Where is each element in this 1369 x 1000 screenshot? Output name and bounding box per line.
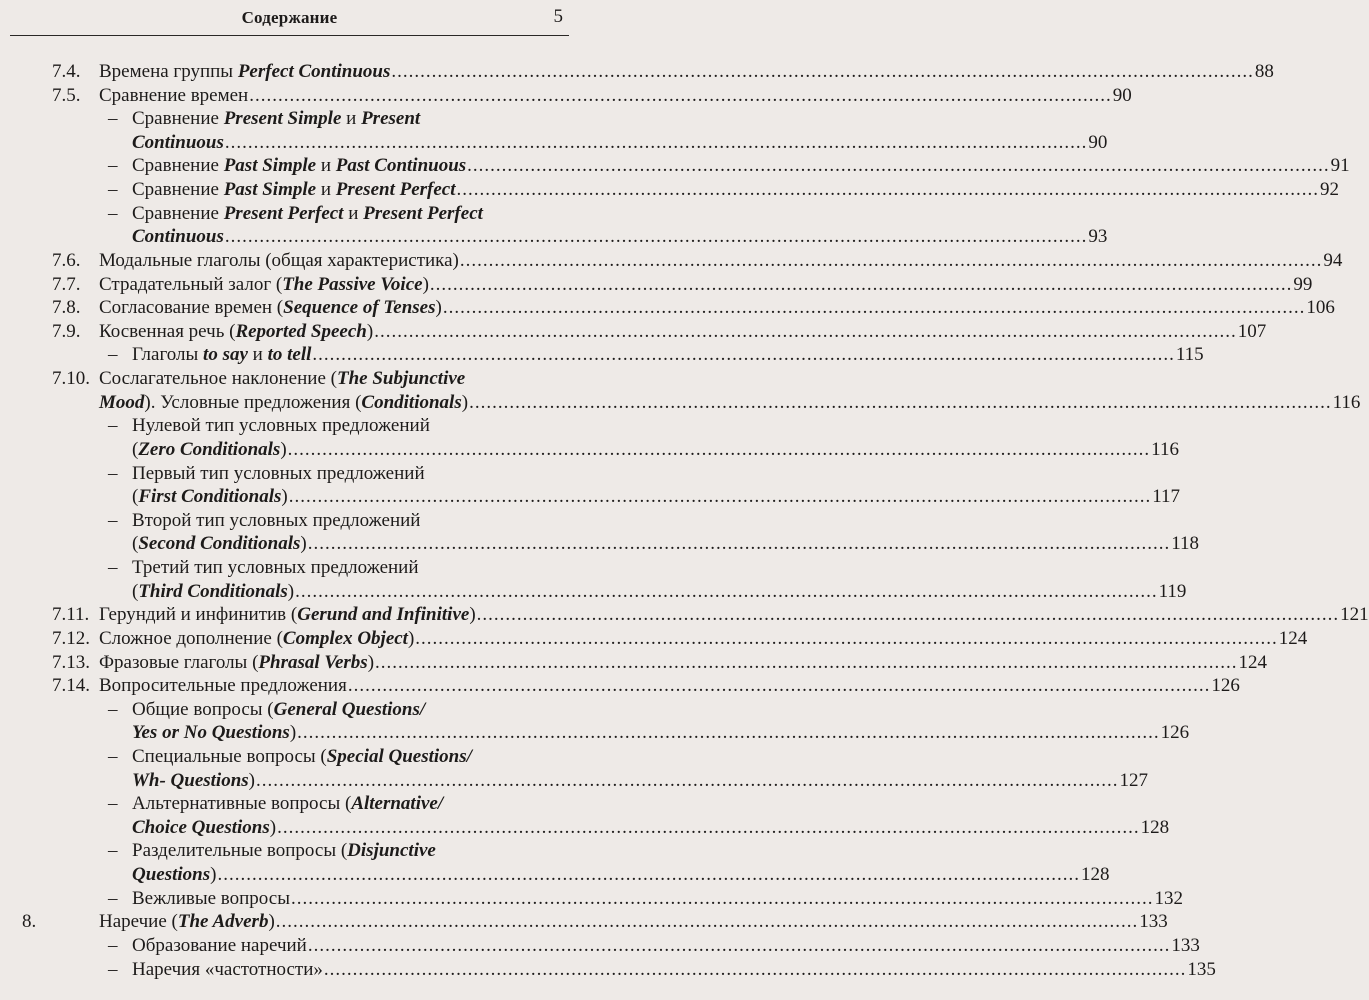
section-number: 7.11. [52, 604, 90, 626]
page-ref: 90 [1112, 84, 1132, 106]
page-ref: 88 [1254, 61, 1274, 82]
entry-title: (Third Conditionals) [132, 580, 295, 602]
page-ref: 90 [1088, 131, 1108, 153]
toc-row [0, 131, 1108, 154]
entry-title: Страдательный залог (The Passive Voice) [99, 273, 429, 295]
dash-bullet: – [108, 202, 118, 224]
page-ref: 128 [1080, 864, 1110, 886]
toc-row [0, 934, 1200, 957]
dash-bullet: – [108, 793, 118, 815]
dash-bullet: – [108, 155, 118, 177]
section-number: 7.13. [52, 651, 90, 673]
entry-title: Mood). Условные предложения (Conditionals) [99, 391, 469, 413]
entry-title: Времена группы Perfect Continuous [99, 61, 391, 82]
dot-leader [375, 651, 1238, 674]
dot-leader [469, 391, 1332, 414]
toc-row [0, 769, 1148, 792]
dash-bullet: – [108, 509, 118, 531]
entry-title: Continuous [132, 131, 224, 153]
toc-row [0, 296, 1335, 319]
toc-row [0, 202, 579, 225]
section-number: 7.14. [52, 675, 90, 697]
section-number: 7.9. [52, 320, 81, 342]
toc-row [0, 154, 1350, 177]
section-number: 7.4. [52, 61, 81, 82]
page-ref: 127 [1119, 769, 1148, 791]
section-number: 7.10. [52, 368, 90, 390]
dash-bullet: – [108, 179, 118, 201]
toc-row [0, 532, 1200, 555]
entry-title: Сослагательное наклонение (The Subjunctive [99, 368, 466, 390]
entry-title: Сравнение Past Simple и Present Perfect [132, 179, 456, 201]
entry-title: Согласование времен (Sequence of Tenses) [99, 297, 442, 319]
toc-row [0, 509, 579, 532]
entry-title: (Second Conditionals) [132, 533, 307, 555]
dot-leader [288, 438, 1151, 461]
page-ref: 135 [1187, 958, 1216, 980]
entry-title: Модальные глаголы (общая характеристика) [99, 249, 459, 271]
entry-title: Образование наречий [132, 934, 307, 956]
section-number: 7.12. [52, 627, 90, 649]
toc-row [0, 178, 1340, 201]
toc-row [0, 863, 1110, 886]
toc-row [0, 910, 1168, 933]
dash-bullet: – [108, 698, 118, 720]
toc-row [0, 816, 1170, 839]
entry-title: Наречия «частотности» [132, 958, 323, 980]
page-ref: 91 [1330, 155, 1350, 177]
toc-row [0, 556, 579, 579]
toc-row [0, 792, 579, 815]
page-header [10, 4, 569, 32]
entry-title: Вопросительные предложения [99, 675, 347, 697]
toc-row [0, 745, 579, 768]
dot-leader [249, 84, 1112, 107]
dash-bullet: – [108, 462, 118, 484]
section-number: 8. [22, 911, 37, 933]
dot-leader [308, 532, 1171, 555]
section-number: 7.8. [52, 297, 81, 319]
dot-leader [348, 674, 1211, 697]
page-ref: 124 [1238, 651, 1268, 673]
dash-bullet: – [108, 887, 118, 909]
page-number: 5 [553, 6, 563, 27]
page-ref: 99 [1293, 273, 1313, 295]
section-number: 7.6. [52, 249, 81, 271]
page-ref: 116 [1332, 391, 1361, 413]
toc-row [0, 225, 1108, 248]
entry-title: (Zero Conditionals) [132, 438, 287, 460]
dot-leader [256, 769, 1119, 792]
entry-title: Наречие (The Adverb) [99, 911, 275, 933]
toc-row [0, 698, 579, 721]
entry-title: Глаголы to say и to tell [132, 344, 312, 366]
page-ref: 118 [1171, 533, 1200, 555]
entry-title: Сложное дополнение (Complex Object) [99, 627, 415, 649]
dot-leader [295, 580, 1158, 603]
toc-row [0, 721, 1190, 744]
toc-row [0, 320, 1267, 343]
page-ref: 106 [1306, 297, 1335, 319]
toc-row [0, 438, 1179, 461]
dot-leader [225, 225, 1088, 248]
page-ref: 128 [1140, 816, 1170, 838]
entry-title: Косвенная речь (Reported Speech) [99, 320, 374, 342]
entry-title: Questions) [132, 864, 217, 886]
page-ref: 93 [1088, 226, 1108, 248]
dot-leader [415, 627, 1278, 650]
page-ref: 126 [1211, 675, 1240, 697]
entry-title: Вежливые вопросы [132, 887, 290, 909]
dot-leader [225, 131, 1088, 154]
entry-title: Третий тип условных предложений [132, 557, 419, 579]
toc-row [0, 485, 1181, 508]
dot-leader [467, 154, 1330, 177]
dash-bullet: – [108, 745, 118, 767]
toc-row [0, 651, 1268, 674]
dot-leader [391, 60, 1254, 83]
entry-title: Choice Questions) [132, 816, 277, 838]
entry-title: Общие вопросы (General Questions/ [132, 698, 426, 720]
toc-row [0, 84, 1132, 107]
dash-bullet: – [108, 557, 118, 579]
page-title: Содержание [241, 8, 338, 27]
entry-title: Нулевой тип условных предложений [132, 415, 430, 437]
toc-row [0, 107, 579, 130]
toc-row [0, 343, 1204, 366]
page-ref: 107 [1237, 320, 1267, 342]
page-ref: 115 [1175, 344, 1204, 366]
dot-leader [430, 273, 1293, 296]
dash-bullet: – [108, 415, 118, 437]
page-ref: 121 [1340, 604, 1369, 626]
entry-title: Альтернативные вопросы (Alternative/ [132, 793, 444, 815]
page-ref: 126 [1160, 722, 1190, 744]
toc-row [0, 414, 579, 437]
entry-title: Сравнение Present Perfect и Present Perfect [132, 202, 483, 224]
dash-bullet: – [108, 958, 118, 980]
dot-leader [460, 249, 1323, 272]
dash-bullet: – [108, 934, 118, 956]
dot-leader [291, 887, 1154, 910]
entry-title: Сравнение Past Simple и Past Continuous [132, 155, 467, 177]
entry-title: Continuous [132, 226, 224, 248]
entry-title: Фразовые глаголы (Phrasal Verbs) [99, 651, 375, 673]
toc-row [0, 603, 1369, 626]
dash-bullet: – [108, 840, 118, 862]
dash-bullet: – [108, 108, 118, 130]
toc-row [0, 580, 1187, 603]
entry-title: Первый тип условных предложений [132, 462, 425, 484]
page-ref: 119 [1158, 580, 1187, 602]
toc-row [0, 887, 1183, 910]
entry-title: Сравнение времен [99, 84, 249, 106]
section-number: 7.5. [52, 84, 81, 106]
toc-row [0, 627, 1308, 650]
toc-row [0, 273, 1313, 296]
dot-leader [443, 296, 1306, 319]
entry-title: Герундий и инфинитив (Gerund and Infinitive) [99, 604, 476, 626]
page-ref: 133 [1139, 911, 1168, 933]
page-ref: 116 [1151, 438, 1179, 460]
page-ref: 124 [1278, 627, 1308, 649]
toc-row [0, 249, 1343, 272]
dot-leader [276, 910, 1139, 933]
dot-leader [289, 485, 1152, 508]
entry-title: Разделительные вопросы (Disjunctive [132, 840, 436, 862]
dot-leader [297, 721, 1160, 744]
toc-row [0, 462, 579, 485]
toc-row [0, 367, 579, 390]
dot-leader [277, 816, 1140, 839]
page-ref: 94 [1323, 249, 1343, 271]
dot-leader [324, 958, 1187, 981]
header-rule [10, 35, 569, 36]
dot-leader [374, 320, 1237, 343]
entry-title: Сравнение Present Simple и Present [132, 108, 421, 130]
section-number: 7.7. [52, 273, 81, 295]
toc-row [0, 60, 1274, 83]
toc-row [0, 958, 1216, 981]
entry-title: (First Conditionals) [132, 486, 288, 508]
dot-leader [217, 863, 1080, 886]
entry-title: Wh- Questions) [132, 769, 255, 791]
toc-row [0, 391, 1361, 414]
dot-leader [308, 934, 1171, 957]
page-ref: 133 [1171, 934, 1200, 956]
dot-leader [477, 603, 1340, 626]
toc-row [0, 674, 1240, 697]
dot-leader [312, 343, 1175, 366]
dash-bullet: – [108, 344, 118, 366]
page-ref: 117 [1152, 486, 1181, 508]
page-ref: 132 [1154, 887, 1183, 909]
entry-title: Специальные вопросы (Special Questions/ [132, 745, 472, 767]
entry-title: Второй тип условных предложений [132, 509, 421, 531]
toc-row [0, 839, 579, 862]
dot-leader [457, 178, 1320, 201]
page-ref: 92 [1320, 179, 1340, 201]
entry-title: Yes or No Questions) [132, 722, 297, 744]
